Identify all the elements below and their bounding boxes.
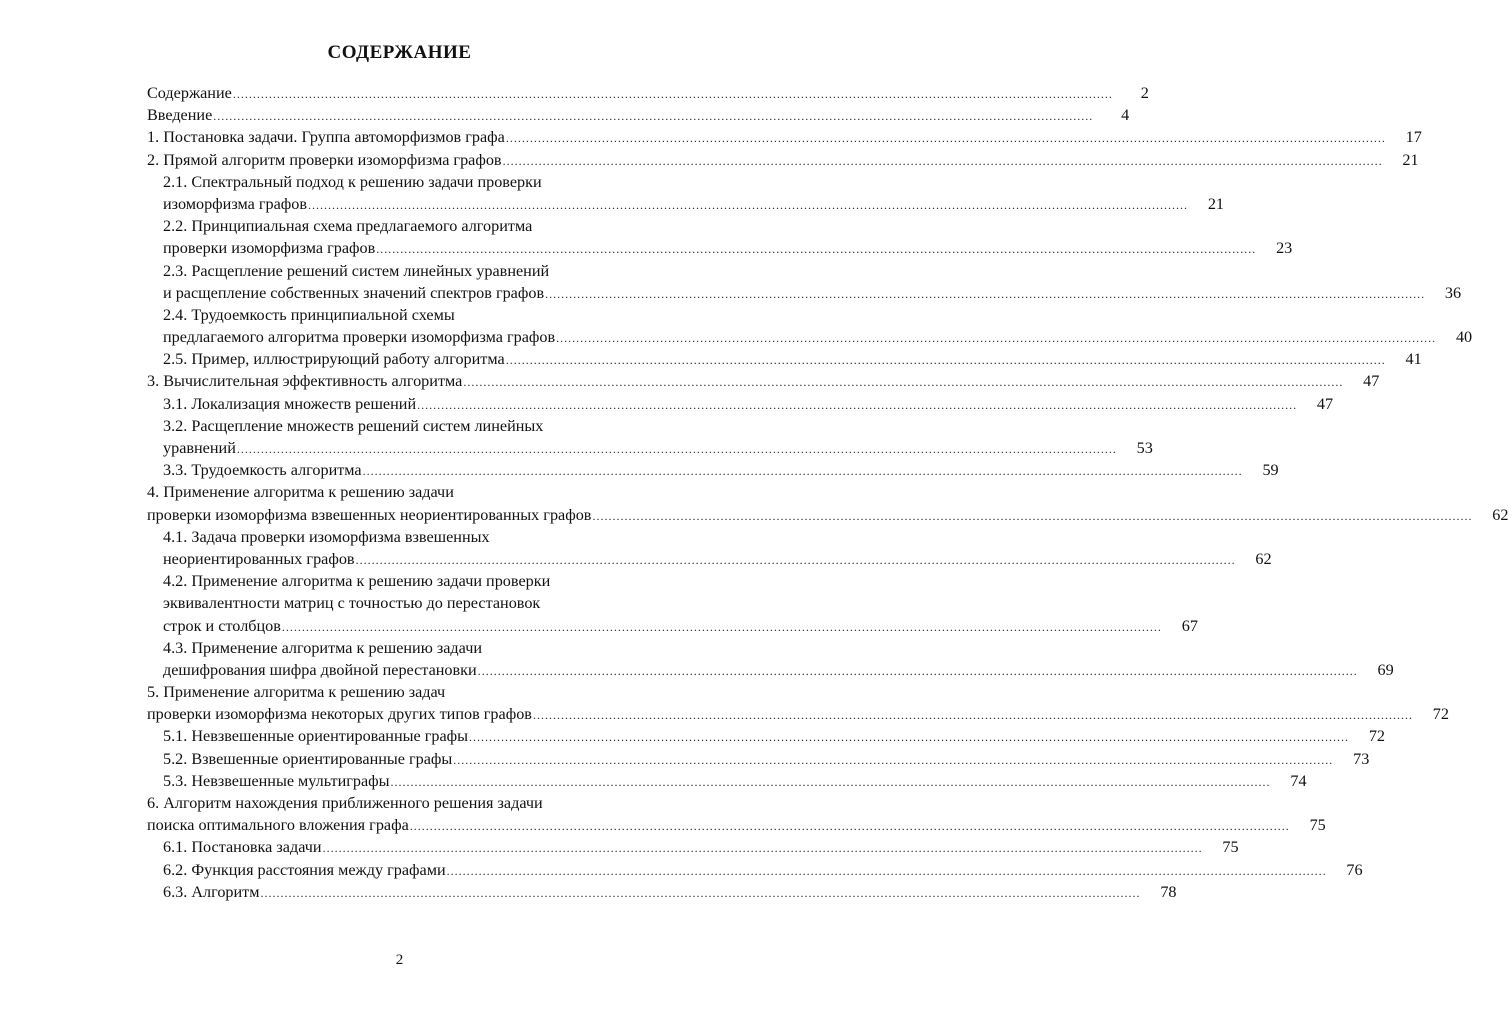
toc-entry-page: 67 — [1181, 616, 1198, 635]
dot-leader: ............................................................................................................................................................................................................................ — [362, 464, 1243, 479]
toc-entry-page: 17 — [1405, 128, 1422, 147]
toc-entry-title: 1. Постановка задачи. Группа автоморфизмов графа — [147, 128, 505, 147]
toc-entry-line — [147, 681, 700, 703]
dot-leader: ............................................................................................................................................................................................................................ — [545, 286, 1426, 301]
toc-entry-page: 40 — [1455, 328, 1473, 347]
toc-entry-title: 5. Применение алгоритма к решению задач — [147, 683, 446, 702]
dot-leader: ............................................................................................................................................................................................................................ — [260, 885, 1141, 900]
dot-leader: ............................................................................................................................................................................................................................ — [322, 841, 1203, 856]
toc-entry-title: проверки изоморфизма взвешенных неориентированных графов — [147, 505, 592, 524]
toc-entry — [147, 725, 1386, 747]
toc-entry-title: 2.4. Трудоемкость принципиальной схемы — [163, 305, 455, 324]
toc-entry-title: 6.1. Постановка задачи — [163, 838, 322, 857]
dot-leader: ............................................................................................................................................................................................................................ — [532, 708, 1413, 723]
toc-entry-title: 2.1. Спектральный подход к решению задачи проверки — [163, 172, 542, 191]
toc-entry-title: 4.1. Задача проверки изоморфизма взвешенных — [163, 527, 490, 546]
toc-entry-line — [147, 260, 700, 282]
toc-entry — [147, 237, 1293, 259]
dot-leader: ............................................................................................................................................................................................................................ — [236, 442, 1117, 456]
toc-entry — [147, 393, 1334, 415]
toc-entry-page: 69 — [1377, 660, 1394, 679]
toc-entry — [147, 126, 1422, 148]
dot-leader: ............................................................................................................................................................................................................................ — [477, 663, 1358, 678]
toc-entry-page: 72 — [1368, 727, 1386, 746]
toc-entry-title: 3.1. Локализация множеств решений — [163, 394, 417, 413]
toc-entry-line — [147, 415, 700, 437]
toc-entry — [147, 82, 1149, 104]
table-of-contents — [147, 82, 1508, 903]
toc-entry-title: 4. Применение алгоритма к решению задачи — [147, 483, 454, 502]
dot-leader: ............................................................................................................................................................................................................................ — [463, 375, 1344, 390]
dot-leader: ............................................................................................................................................................................................................................ — [390, 774, 1271, 789]
toc-entry — [147, 703, 1449, 725]
dot-leader: ............................................................................................................................................................................................................................ — [376, 242, 1257, 257]
toc-entry-page: 4 — [1121, 106, 1130, 125]
toc-entry-page: 47 — [1316, 394, 1334, 413]
page-title: СОДЕРЖАНИЕ — [327, 42, 472, 63]
toc-entry-page: 76 — [1346, 860, 1363, 879]
toc-entry-page: 73 — [1353, 749, 1370, 768]
dot-leader: ............................................................................................................................................................................................................................ — [417, 397, 1298, 412]
toc-entry-page: 36 — [1444, 283, 1462, 302]
toc-entry-title: 3.2. Расщепление множеств решений систем линейных — [163, 416, 544, 435]
toc-entry-title: проверки изоморфизма графов — [163, 239, 376, 258]
toc-entry — [147, 881, 1177, 903]
dot-leader: ............................................................................................................................................................................................................................ — [453, 752, 1334, 767]
toc-entry-title: 6.3. Алгоритм — [163, 882, 260, 901]
toc-entry-page: 62 — [1492, 505, 1508, 524]
toc-entry-page: 74 — [1290, 771, 1307, 790]
toc-entry-page: 78 — [1160, 882, 1177, 901]
toc-entry-page: 53 — [1136, 439, 1153, 457]
toc-entry-title: уравнений — [163, 439, 236, 457]
toc-entry-title: 6. Алгоритм нахождения приближенного решения задачи — [147, 794, 543, 812]
toc-entry-line — [147, 592, 700, 614]
toc-entry-title: 3. Вычислительная эффективность алгоритма — [147, 372, 463, 391]
dot-leader: ............................................................................................................................................................................................................................ — [446, 863, 1327, 878]
toc-entry-title: 2.2. Принципиальная схема предлагаемого алгоритма — [163, 217, 533, 236]
toc-entry-page: 62 — [1255, 549, 1272, 568]
toc-entry-page: 21 — [1402, 150, 1419, 169]
toc-entry-title: дешифрования шифра двойной перестановки — [163, 660, 477, 679]
dot-leader: ............................................................................................................................................................................................................................ — [592, 508, 1473, 523]
toc-entry-page: 23 — [1276, 239, 1293, 258]
toc-entry-line — [147, 526, 700, 548]
toc-entry — [147, 748, 1370, 770]
dot-leader: ............................................................................................................................................................................................................................ — [281, 619, 1162, 634]
toc-entry — [147, 504, 1508, 526]
toc-entry — [147, 659, 1394, 681]
toc-entry-title: предлагаемого алгоритма проверки изоморфизма графов — [163, 328, 556, 347]
toc-entry — [147, 149, 1419, 171]
toc-entry — [147, 437, 1153, 459]
toc-entry-page: 47 — [1363, 372, 1380, 391]
toc-entry — [147, 814, 1326, 836]
toc-entry — [147, 836, 1239, 858]
toc-entry — [147, 282, 1462, 304]
toc-entry-title: 5.2. Взвешенные ориентированные графы — [163, 749, 453, 768]
toc-entry-page: 59 — [1262, 461, 1279, 480]
toc-entry-page: 41 — [1405, 350, 1422, 369]
dot-leader: ............................................................................................................................................................................................................................ — [505, 131, 1386, 146]
toc-entry-title: 4.3. Применение алгоритма к решению задачи — [163, 638, 482, 657]
toc-entry-title: и расщепление собственных значений спектров графов — [163, 283, 545, 302]
toc-entry-title: Содержание — [147, 84, 232, 102]
toc-entry — [147, 459, 1279, 481]
dot-leader: ............................................................................................................................................................................................................................ — [505, 353, 1386, 368]
dot-leader: ............................................................................................................................................................................................................................ — [232, 87, 1113, 101]
toc-entry-title: изоморфизма графов — [163, 194, 308, 213]
toc-entry — [147, 548, 1272, 570]
dot-leader: ............................................................................................................................................................................................................................ — [556, 331, 1437, 346]
toc-entry-page: 75 — [1309, 816, 1326, 835]
toc-entry-title: 4.2. Применение алгоритма к решению задачи проверки — [163, 572, 551, 591]
toc-entry-title: поиска оптимального вложения графа — [147, 816, 409, 835]
toc-entry — [147, 770, 1307, 792]
page-number: 2 — [395, 952, 404, 968]
toc-entry-title: 2. Прямой алгоритм проверки изоморфизма графов — [147, 150, 502, 169]
toc-entry-line — [147, 570, 700, 592]
toc-entry-line — [147, 637, 700, 659]
dot-leader: ............................................................................................................................................................................................................................ — [409, 819, 1290, 834]
toc-entry — [147, 104, 1130, 126]
toc-entry — [147, 326, 1473, 348]
toc-entry — [147, 370, 1380, 392]
toc-entry-title: 6.2. Функция расстояния между графами — [163, 860, 446, 879]
dot-leader: ............................................................................................................................................................................................................................ — [355, 552, 1236, 567]
toc-entry-title: проверки изоморфизма некоторых других типов графов — [147, 705, 532, 724]
toc-entry-page: 21 — [1207, 194, 1225, 213]
toc-entry-title: 5.1. Невзвешенные ориентированные графы — [163, 727, 469, 746]
dot-leader: ............................................................................................................................................................................................................................ — [213, 109, 1094, 124]
toc-entry-title: строк и столбцов — [163, 616, 281, 635]
dot-leader: ............................................................................................................................................................................................................................ — [308, 197, 1189, 212]
toc-entry-title: 5.3. Невзвешенные мультиграфы — [163, 771, 390, 790]
toc-entry-line — [147, 792, 700, 814]
toc-entry — [147, 348, 1422, 370]
toc-entry-title: 2.3. Расщепление решений систем линейных уравнений — [163, 261, 550, 280]
toc-entry-line — [147, 304, 700, 326]
toc-entry-line — [147, 481, 700, 503]
toc-entry-page: 72 — [1432, 705, 1449, 724]
toc-entry — [147, 615, 1198, 637]
dot-leader: ............................................................................................................................................................................................................................ — [502, 153, 1383, 168]
toc-entry-title: 3.3. Трудоемкость алгоритма — [163, 461, 362, 480]
toc-entry-page: 2 — [1140, 84, 1149, 102]
dot-leader: ............................................................................................................................................................................................................................ — [469, 730, 1350, 745]
toc-entry-title: неориентированных графов — [163, 549, 355, 568]
toc-entry — [147, 193, 1225, 215]
toc-entry-page: 75 — [1222, 838, 1239, 857]
toc-entry — [147, 859, 1363, 881]
toc-entry-line — [147, 171, 700, 193]
toc-entry-title: эквивалентности матриц с точностью до перестановок — [163, 594, 541, 613]
toc-entry-title: Введение — [147, 106, 213, 125]
toc-entry-title: 2.5. Пример, иллюстрирующий работу алгоритма — [163, 350, 505, 369]
toc-entry-line — [147, 215, 700, 237]
